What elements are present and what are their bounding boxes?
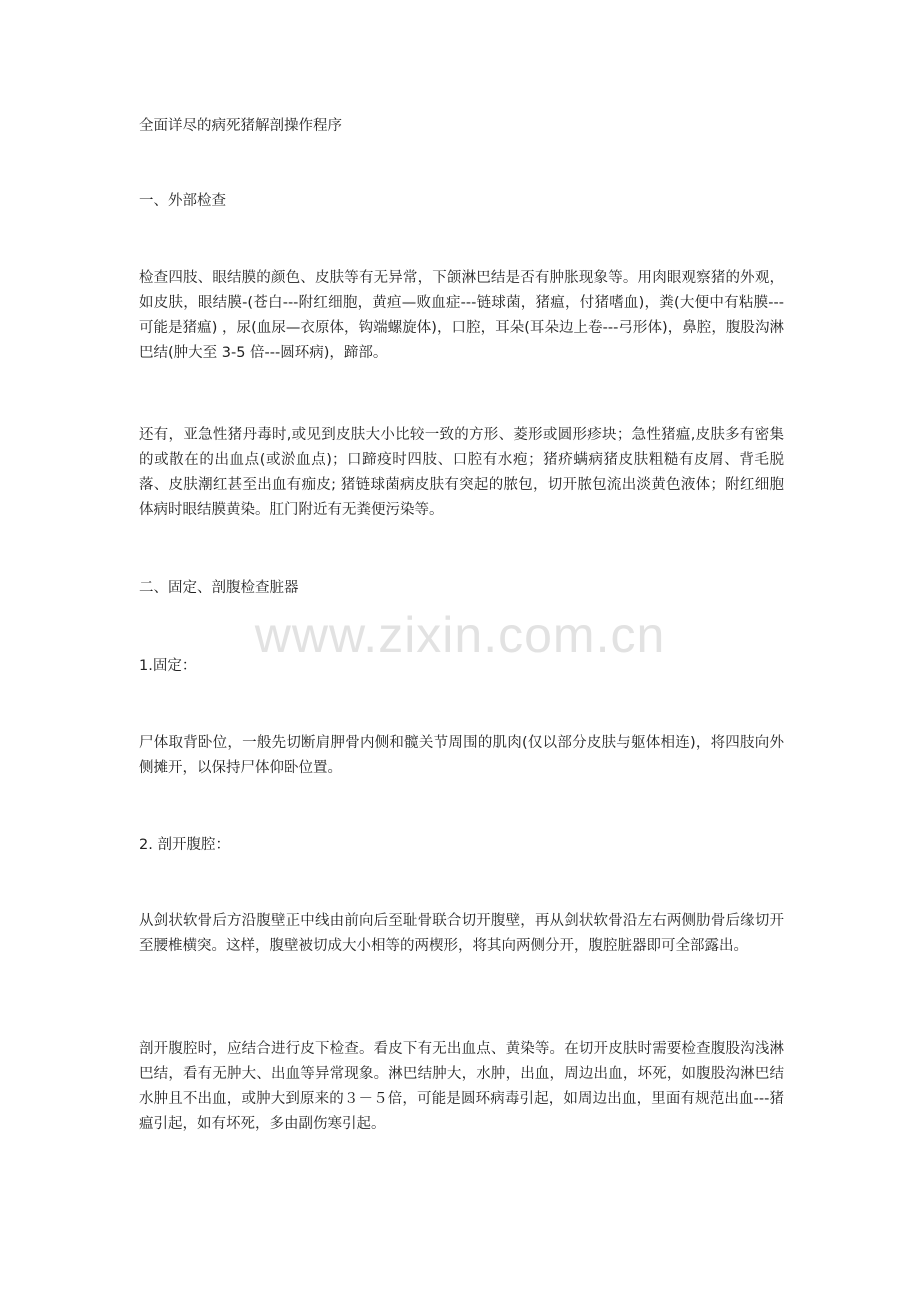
document-title: 全面详尽的病死猪解剖操作程序 [139,118,342,134]
section-1-paragraph-2: 还有，亚急性猪丹毒时,或见到皮肤大小比较一致的方形、菱形或圆形疹块；急性猪瘟,皮肤多有密集的或散在的出血点(或淤血点)；口蹄疫时四肢、口腔有水疱；猪疥螨病猪皮肤粗糙有皮屑、背毛脱落、皮肤潮红甚至出血有痂皮; 猪链球菌病皮肤有突起的脓包，切开脓包流出淡黄色液体；附红细胞体病时眼结膜黄染。肛门附近有无粪便污染等。 [139,427,784,518]
subsection-2-heading: 2. 剖开腹腔： [139,837,230,853]
section-1-heading: 一、外部检查 [139,193,226,209]
section-2-heading: 二、固定、剖腹检查脏器 [139,580,299,596]
subsection-1-heading: 1.固定： [139,658,197,674]
section-1-paragraph-1: 检查四肢、眼结膜的颜色、皮肤等有无异常，下颌淋巴结是否有肿胀现象等。用肉眼观察猪的外观，如皮肤，眼结膜-(苍白---附红细胞，黄疸—败血症---链球菌，猪瘟，付猪嗜血)，粪(大便中有粘膜---可能是猪瘟) ，尿(血尿—衣原体，钩端螺旋体)，口腔，耳朵(耳朵边上卷---弓形体)，鼻腔，腹股沟淋巴结(肿大至 3-5 倍---圆环病)，蹄部。 [139,270,784,361]
subsection-1-paragraph: 尸体取背卧位，一般先切断肩胛骨内侧和髋关节周围的肌肉(仅以部分皮肤与躯体相连)，将四肢向外侧摊开，以保持尸体仰卧位置。 [139,735,784,776]
watermark: www.zixin.com.cn [254,607,666,663]
subsection-2-paragraph-2: 剖开腹腔时，应结合进行皮下检查。看皮下有无出血点、黄染等。在切开皮肤时需要检查腹股沟浅淋巴结，看有无肿大、出血等异常现象。淋巴结肿大，水肿，出血，周边出血，坏死，如腹股沟淋巴结水肿且不出血，或肿大到原来的３－５倍，可能是圆环病毒引起，如周边出血，里面有规范出血---猪瘟引起，如有坏死，多由副伤寒引起。 [139,1041,784,1132]
subsection-2-paragraph-1: 从剑状软骨后方沿腹壁正中线由前向后至耻骨联合切开腹壁，再从剑状软骨沿左右两侧肋骨后缘切开至腰椎横突。这样，腹壁被切成大小相等的两楔形，将其向两侧分开，腹腔脏器即可全部露出。 [139,913,784,954]
